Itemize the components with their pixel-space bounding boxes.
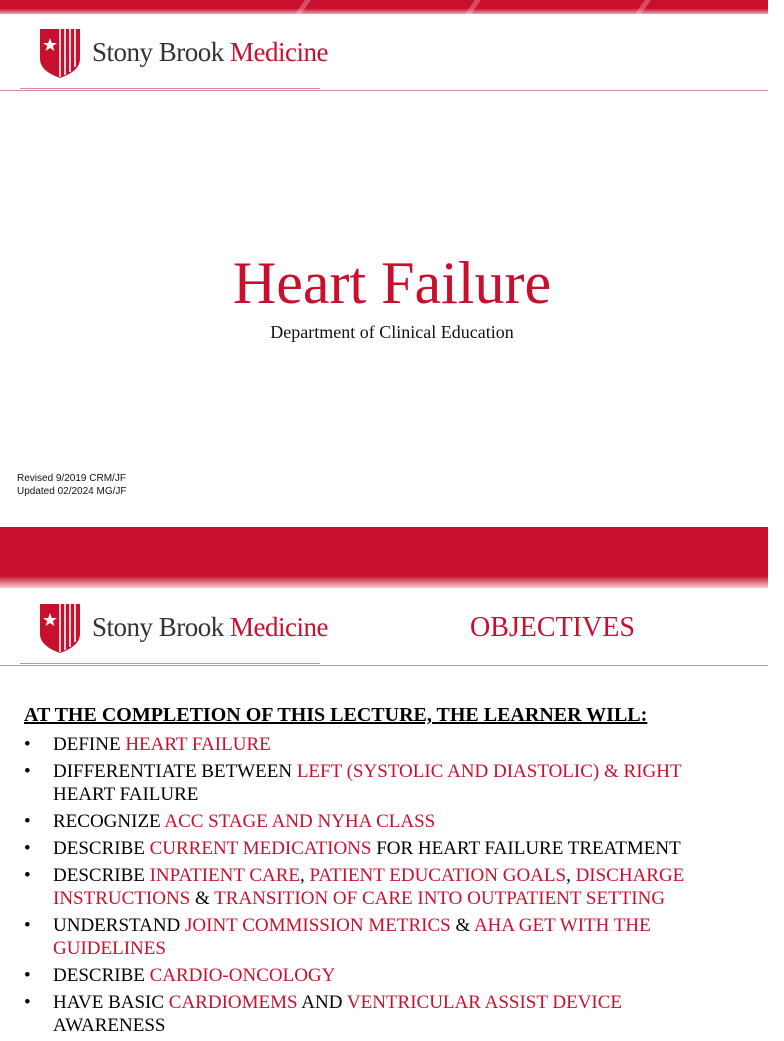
footer-gradient-band	[0, 576, 768, 588]
objective-item	[24, 864, 714, 910]
brand-wordmark	[92, 37, 328, 68]
objective-text: &	[190, 888, 215, 909]
objective-item	[24, 964, 714, 987]
revision-note	[17, 472, 127, 498]
revision-line-1: Revised 9/2019 CRM/JF	[17, 473, 126, 484]
brand-name-part1: Stony Brook	[92, 611, 224, 642]
objective-text: ,	[566, 865, 576, 886]
objective-highlight: CARDIOMEMS	[168, 992, 298, 1013]
objective-text: DESCRIBE	[53, 865, 150, 886]
header-divider	[0, 90, 768, 91]
objective-text: DEFINE	[53, 734, 126, 755]
brand-name-part2: Medicine	[230, 611, 328, 642]
brand-name-part1: Stony Brook	[92, 36, 224, 67]
shield-star-icon	[38, 25, 82, 79]
objective-highlight: ACC STAGE AND NYHA CLASS	[164, 811, 436, 832]
header-divider-accent	[20, 88, 320, 89]
footer-red-band	[0, 527, 768, 576]
objective-highlight: VENTRICULAR ASSIST DEVICE	[346, 992, 623, 1013]
objective-text: RECOGNIZE	[53, 811, 165, 832]
header-divider-accent	[20, 663, 320, 664]
objective-text: AWARENESS	[53, 1015, 166, 1036]
objective-text: HAVE BASIC	[53, 992, 169, 1013]
objective-highlight: AHA GET WITH THE GUIDELINES	[53, 915, 651, 959]
objective-item	[24, 837, 714, 860]
objective-highlight: DISCHARGE INSTRUCTIONS	[53, 865, 685, 909]
objective-highlight: JOINT COMMISSION METRICS	[185, 915, 451, 936]
objective-highlight: HEART FAILURE	[125, 734, 271, 755]
objective-highlight: CURRENT MEDICATIONS	[149, 838, 372, 859]
objective-item	[24, 733, 714, 756]
objective-item	[24, 914, 714, 960]
brand-wordmark	[92, 612, 328, 643]
objective-highlight: PATIENT EDUCATION GOALS	[309, 865, 567, 886]
objective-item	[24, 810, 714, 833]
objective-text: ,	[300, 865, 310, 886]
objective-item	[24, 991, 714, 1037]
objectives-title: OBJECTIVES	[470, 612, 635, 643]
stony-brook-logo	[38, 600, 328, 654]
objective-text: DESCRIBE	[53, 838, 150, 859]
objective-text: UNDERSTAND	[53, 915, 186, 936]
objective-highlight: CARDIO-ONCOLOGY	[149, 965, 336, 986]
objective-text: HEART FAILURE	[53, 784, 199, 805]
slide-title: Heart Failure	[232, 250, 552, 316]
objective-highlight: LEFT (SYSTOLIC AND DIASTOLIC) & RIGHT	[296, 761, 682, 782]
objective-text: AND	[297, 992, 347, 1013]
objective-text: DIFFERENTIATE BETWEEN	[53, 761, 297, 782]
stony-brook-logo	[38, 25, 328, 79]
objective-text: FOR HEART FAILURE TREATMENT	[371, 838, 681, 859]
objectives-slide	[0, 588, 768, 1036]
objective-highlight: INPATIENT CARE	[149, 865, 301, 886]
header-divider	[0, 665, 768, 666]
objective-text: &	[450, 915, 474, 936]
shield-star-icon	[38, 600, 82, 654]
objective-highlight: TRANSITION OF CARE INTO OUTPATIENT SETTING	[214, 888, 666, 909]
brand-name-part2: Medicine	[230, 36, 328, 67]
top-accent-strip	[0, 0, 768, 14]
objectives-list	[24, 733, 714, 1041]
revision-line-2: Updated 02/2024 MG/JF	[17, 486, 127, 497]
objective-item	[24, 760, 714, 806]
slide-subtitle: Department of Clinical Education	[270, 322, 514, 342]
objective-text: DESCRIBE	[53, 965, 150, 986]
objectives-intro: AT THE COMPLETION OF THIS LECTURE, THE LEARNER WILL:	[24, 704, 648, 726]
